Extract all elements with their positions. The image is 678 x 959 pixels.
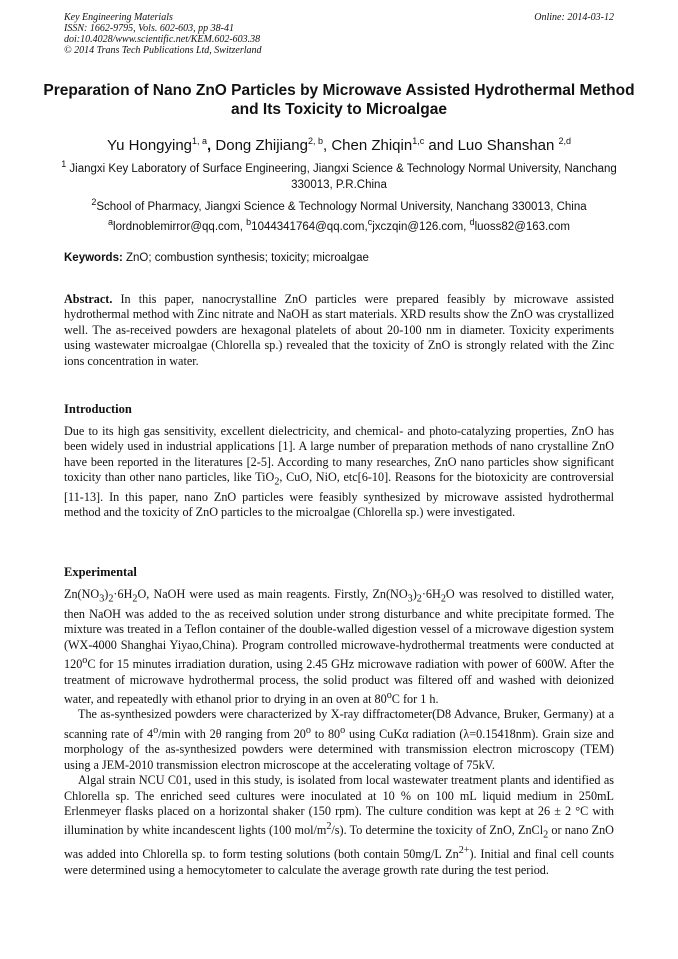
journal-issn: ISSN: 1662-9795, Vols. 602-603, pp 38-41 — [64, 23, 234, 34]
author-affiliation-mark: 1,c — [412, 136, 425, 146]
affiliation-2 — [50, 194, 628, 215]
abstract — [64, 292, 614, 369]
experimental-paragraph-1: $Zn(NO_3)_2\cdot 6H_2O$, NaOH were used as main reagents. Firstly, $Zn(NO_3)_2\cdot 6H_2O$ was resolved to distilled water, then NaOH was added to the as received solution under strong disturbance and white precipitate formed. The mixture was treated in a Teflon container of the double-walled digestion vessel of a microwave digestion system (WX-4000 Shanghai Yiyao,China). Program controlled microwave-hydrothermal treatments were conducted at 120$^o$C for 15 minutes irradiation duration, using 2.45 GHz microwave radiation with power of 600W. After the treatment of microwave hydrothermal process, the solid product was filtered off and washed with deionized water, and repeatedly with ethanol prior to drying in an oven at 80$^o$C for 1 h. — [64, 587, 614, 706]
author-name: Luo Shanshan — [457, 137, 555, 154]
introduction-paragraph: Due to its high gas sensitivity, excellent dielectricity, and chemical- and photo-catalyzing properties, ZnO has been widely used in industrial applications [1]. A large number of preparation methods of nano crystalline ZnO have been reported in the literatures [2-5]. According to many researches, ZnO nano particles show significant toxicity than other nano particles, like TiO$_2$, CuO, NiO, etc[6-10]. Reasons for the biotoxicity are controversial [11-13]. In this paper, nano ZnO particles were feasibly synthesized by microwave assisted hydrothermal method and the toxicity of ZnO particles to the microalgae (Chlorella sp.) were investigated. — [64, 424, 615, 520]
online-date: Online: 2014-03-12 — [534, 12, 614, 23]
journal-name: Key Engineering Materials — [64, 12, 173, 23]
author-name: Dong Zhijiang — [215, 137, 308, 154]
journal-header — [64, 12, 262, 56]
keywords-text: ZnO; combustion synthesis; toxicity; microalgae — [126, 252, 369, 264]
paper-title: Preparation of Nano ZnO Particles by Microwave Assisted Hydrothermal Method and Its Toxicity to Microalgae — [43, 82, 635, 118]
email-list: $^a$lordnoblemirror@qq.com, $^b$1044341764@qq.com,$^c$jxczqin@126.com, $^d$luoss82@163.com — [108, 217, 570, 233]
email-link[interactable]: jxczqin@126.com — [372, 220, 464, 233]
keywords-label: Keywords: — [64, 252, 123, 264]
experimental-section — [64, 587, 614, 878]
affiliation-mark: 2 — [91, 197, 97, 207]
author-name: Chen Zhiqin — [331, 137, 413, 154]
affiliation-text: Jiangxi Key Laboratory of Surface Engineering, Jiangxi Science & Technology Normal University, Nanchang 330013, P.R.China — [69, 162, 617, 191]
journal-doi: doi:10.4028/www.scientific.net/KEM.602-603.38 — [64, 34, 261, 45]
affiliation-text: School of Pharmacy, Jiangxi Science & Technology Normal University, Nanchang 330013, China — [96, 200, 587, 213]
author-affiliation-mark: 2,d — [558, 136, 572, 146]
author-affiliation-mark: 2, b — [307, 136, 323, 146]
affiliation-1 — [50, 156, 628, 193]
section-heading-introduction: Introduction — [64, 402, 132, 416]
email-link[interactable]: 1044341764@qq.com — [251, 220, 365, 233]
abstract-text: In this paper, nanocrystalline ZnO particles were prepared feasibly by microwave assisted hydrothermal method with Zinc nitrate and NaOH as start materials. XRD results show the ZnO was crystallized well. The as-received powders are hexagonal platelets of about 20-100 nm in diameter. Toxicity experiments using wastewater microalgae (Chlorella sp.) revealed that the toxicity of ZnO is strongly related with the Zinc ions concentration in water. — [64, 292, 615, 368]
author-list: Yu Hongying$^{1, a}$, Dong Zhijiang$^{2, b}$, Chen Zhiqin$^{1,c}$ and Luo Shanshan $^{2,d}$ — [106, 136, 572, 154]
author-name: Yu Hongying — [106, 137, 193, 154]
journal-copyright: © 2014 Trans Tech Publications Ltd, Switzerland — [64, 45, 262, 56]
keywords — [64, 251, 614, 266]
experimental-paragraph-2: The as-synthesized powders were characterized by X-ray diffractometer(D8 Advance, Bruker, Germany) at a scanning rate of 4$^o$/min with 2θ ranging from 20$^o$ to 80$^o$ using CuKα radiation (λ=0.15418nm). Grain size and morphology of the as-synthesized powders were determined with transmission electron microscopy (TEM) using a JEM-2010 transmission electron microscope at the accelerating voltage of 75kV. — [64, 707, 614, 772]
author-affiliation-mark: 1, a — [192, 136, 208, 146]
affiliation-mark: 1 — [61, 159, 67, 169]
email-link[interactable]: luoss82@163.com — [474, 220, 570, 233]
section-heading-experimental: Experimental — [64, 565, 137, 579]
email-link[interactable]: lordnoblemirror@qq.com — [113, 220, 240, 233]
abstract-label: Abstract. — [64, 292, 113, 306]
experimental-paragraph-3: Algal strain NCU C01, used in this study, is isolated from local wastewater treatment plants and identified as Chlorella sp. The enriched seed cultures were inoculated at 10 % on 100 mL liquid medium in 250mL Erlenmeyer flasks placed on a horizontal shaker (150 rpm). The culture condition was kept at 26 ± 2 °C with illumination by white incandescent lights (100 mol/$m^2/s$). To determine the toxicity of ZnO, ZnCl$_2$ or nano ZnO was added into Chlorella sp. to form testing solutions (both contain 50mg/L $Zn^{2+}$). Initial and final cell counts were determined using a hemocytometer to calculate the average growth rate during the test period. — [64, 773, 614, 877]
